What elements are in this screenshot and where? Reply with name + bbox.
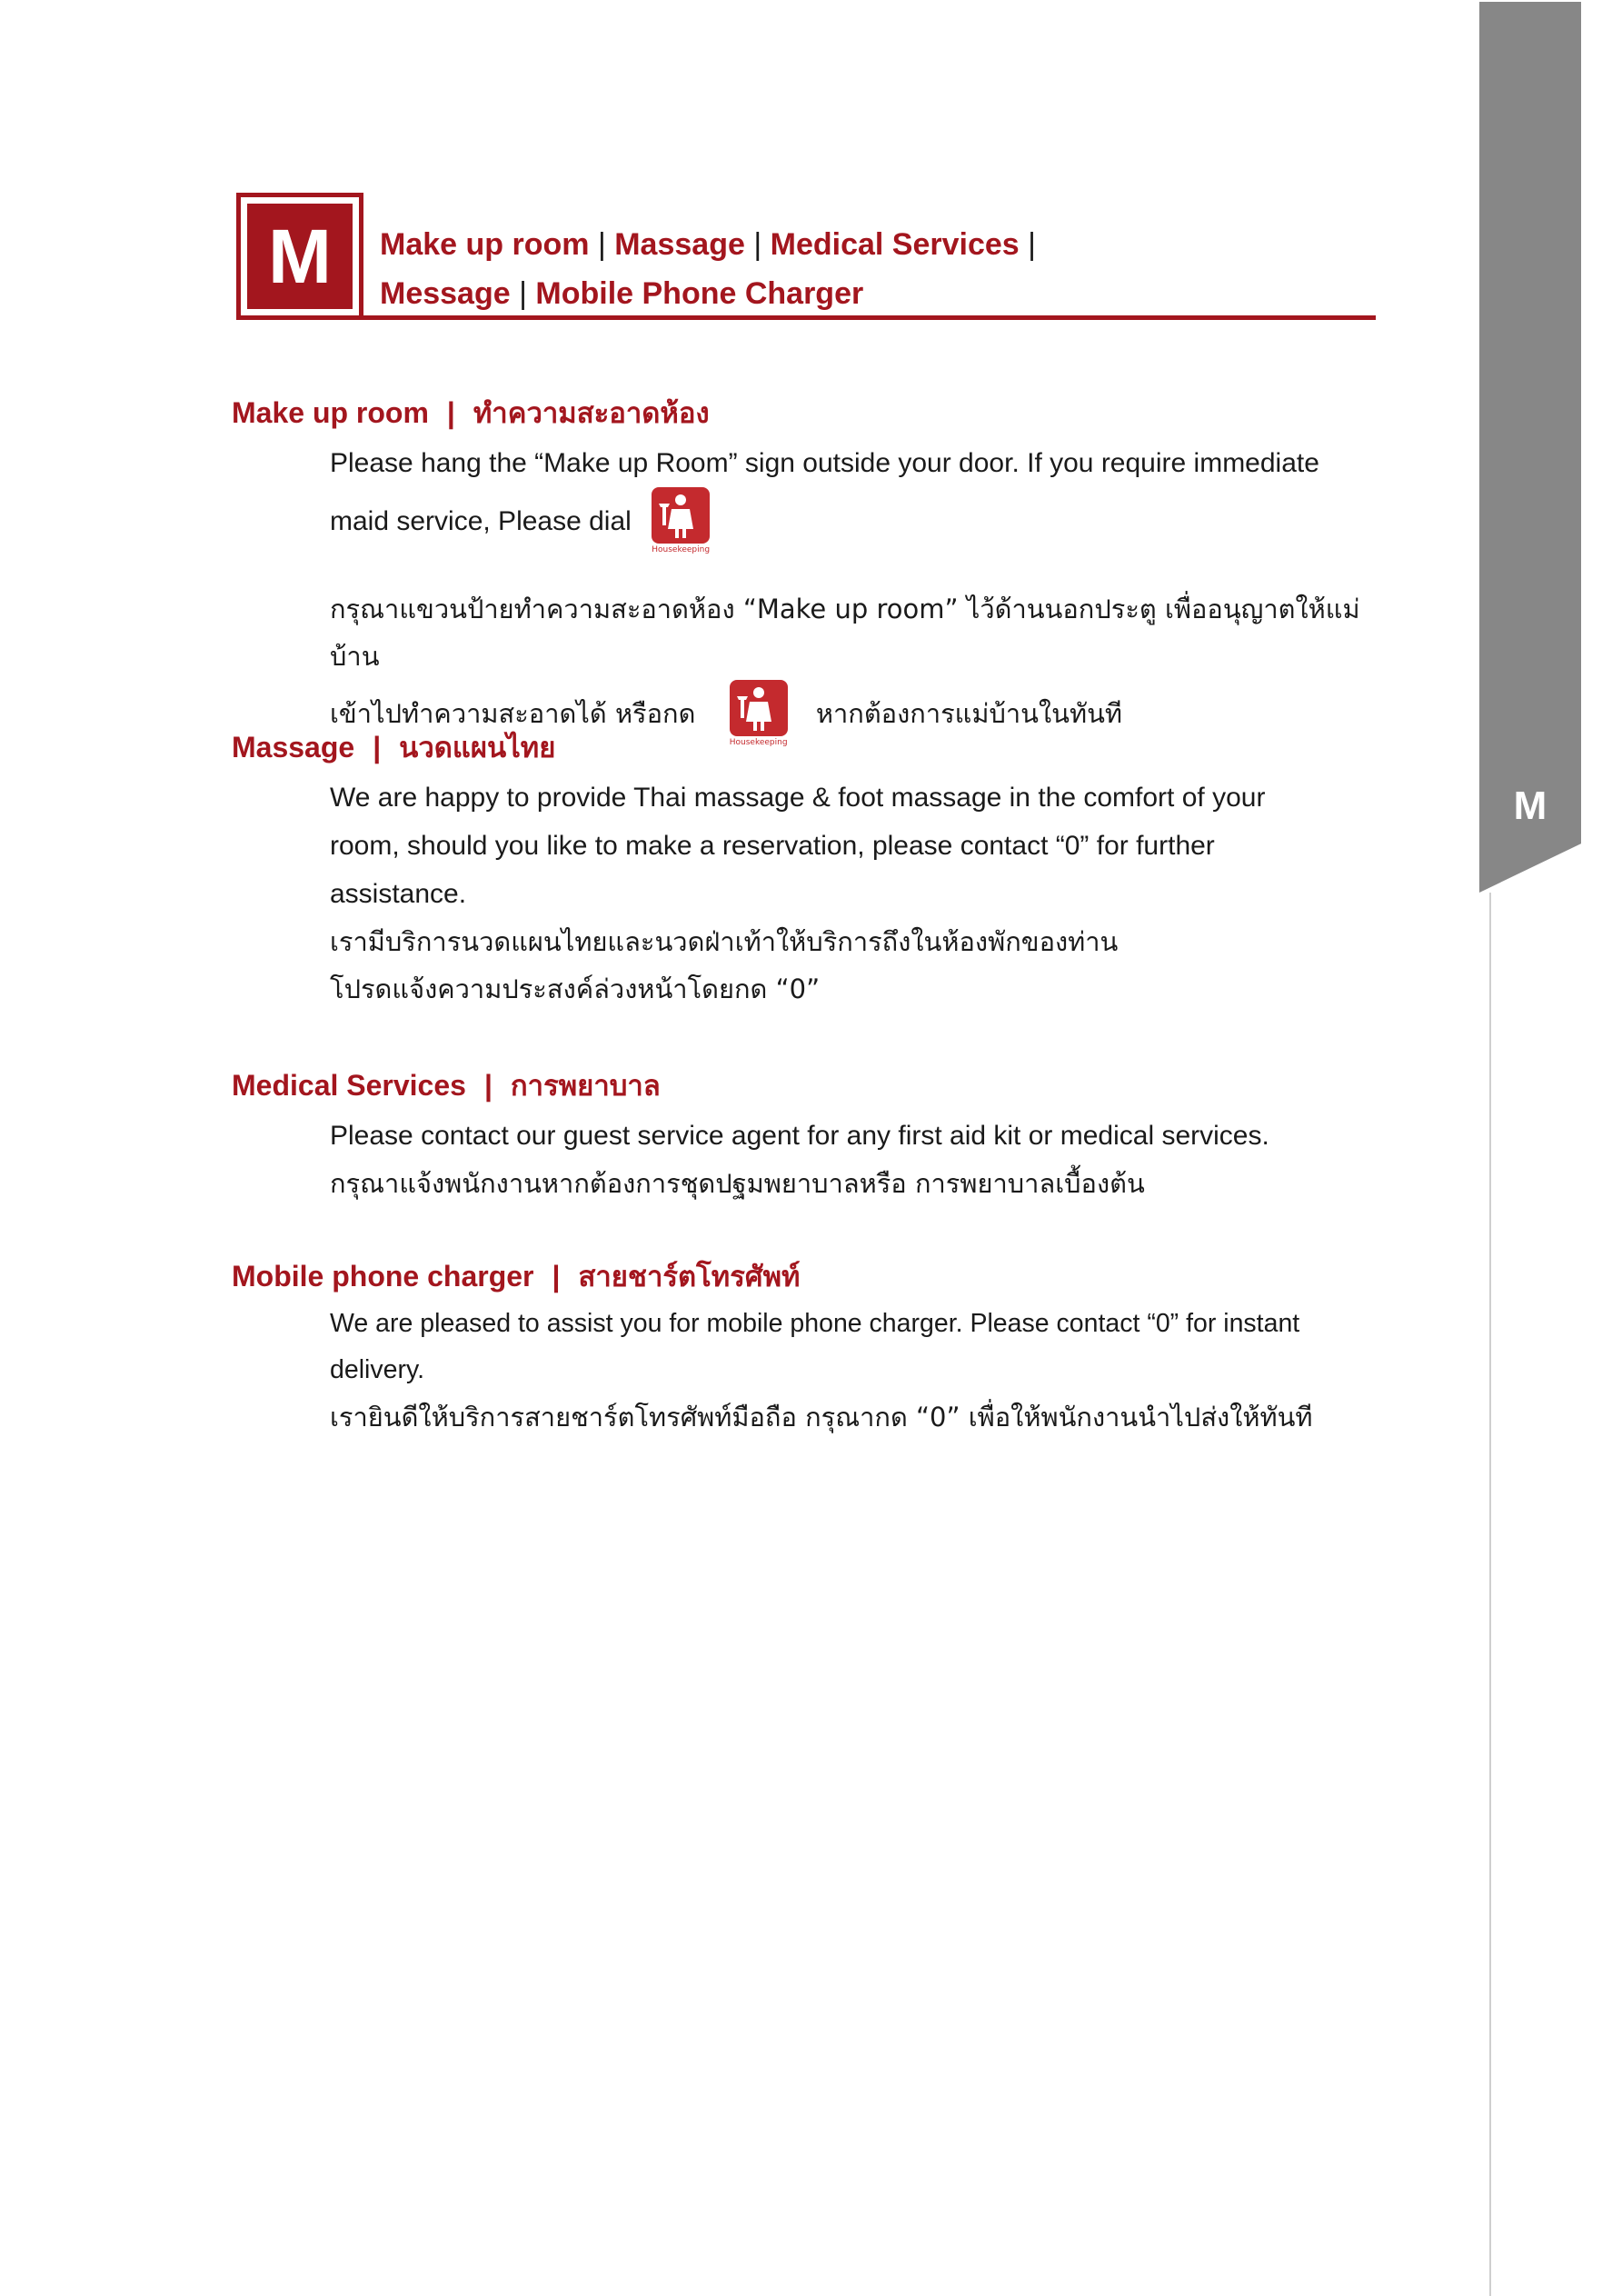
title-separator: | bbox=[597, 227, 606, 262]
section-title bbox=[232, 391, 1413, 435]
body-text: เข้าไปทำความสะอาดได้ หรือกด bbox=[330, 698, 696, 729]
title-item-massage: Massage bbox=[614, 227, 745, 262]
section-body-en bbox=[330, 774, 1402, 918]
body-line: assistance. bbox=[330, 879, 467, 909]
title-separator: | bbox=[753, 227, 762, 262]
page-title bbox=[380, 220, 1379, 318]
section-title-th: นวดแผนไทย bbox=[399, 732, 556, 764]
section-title-en: Massage bbox=[232, 731, 355, 764]
section-medical-services bbox=[232, 1063, 1413, 1207]
section-body-th bbox=[330, 918, 1402, 1013]
housekeeping-icon-label: Housekeeping bbox=[729, 738, 788, 747]
title-item-medical-services: Medical Services bbox=[770, 227, 1020, 262]
section-body-th bbox=[330, 1393, 1402, 1441]
section-title-separator: | bbox=[373, 731, 382, 764]
section-title bbox=[232, 1254, 1413, 1299]
section-title-th: ทำความสะอาดห้อง bbox=[473, 397, 710, 430]
section-mobile-phone-charger bbox=[232, 1254, 1413, 1441]
section-title-th: การพยาบาล bbox=[510, 1070, 661, 1103]
title-item-make-up-room: Make up room bbox=[380, 227, 590, 262]
body-line: กรุณาแขวนป้ายทำความสะอาดห้อง “Make up room” ไว้ด้านนอกประตู เพื่ออนุญาตให้แม่บ้าน bbox=[330, 594, 1360, 672]
section-body-th bbox=[330, 1160, 1402, 1207]
side-tab bbox=[1479, 2, 1581, 893]
body-line: Please hang the “Make up Room” sign outside your door. If you require immediate bbox=[330, 448, 1319, 478]
section-title-en: Medical Services bbox=[232, 1069, 466, 1102]
body-line: เรามีบริการนวดแผนไทยและนวดฝ่าเท้าให้บริการถึงในห้องพักของท่าน bbox=[330, 926, 1119, 957]
title-item-message: Message bbox=[380, 276, 511, 311]
section-title-en: Make up room bbox=[232, 396, 429, 429]
body-line: กรุณาแจ้งพนักงานหากต้องการชุดปฐมพยาบาลหรือ การพยาบาลเบื้องต้น bbox=[330, 1168, 1145, 1199]
body-line: We are happy to provide Thai massage & foot massage in the comfort of your bbox=[330, 783, 1266, 813]
section-body-en bbox=[330, 1301, 1402, 1393]
side-divider bbox=[1489, 893, 1491, 2296]
page-title-line-2 bbox=[380, 269, 1379, 318]
header-badge-letter: M bbox=[247, 204, 353, 309]
section-title-separator: | bbox=[483, 1069, 493, 1102]
section-body-en bbox=[330, 439, 1402, 558]
page-title-line-1 bbox=[380, 220, 1379, 269]
side-tab-letter: M bbox=[1513, 784, 1547, 828]
housekeeping-icon-label: Housekeeping bbox=[652, 545, 711, 554]
section-title bbox=[232, 1063, 1413, 1108]
body-line: delivery. bbox=[330, 1355, 425, 1384]
title-separator: | bbox=[1028, 227, 1036, 262]
title-separator: | bbox=[519, 276, 527, 311]
section-title-separator: | bbox=[552, 1260, 561, 1293]
body-line: We are pleased to assist you for mobile phone charger. Please contact “0” for instant bbox=[330, 1309, 1300, 1338]
title-item-mobile-phone-charger: Mobile Phone Charger bbox=[535, 276, 864, 311]
body-line bbox=[330, 487, 1402, 558]
body-line: เรายินดีให้บริการสายชาร์ตโทรศัพท์มือถือ กรุณากด “0” เพื่อให้พนักงานนำไปส่งให้ทันที bbox=[330, 1402, 1313, 1433]
section-title-en: Mobile phone charger bbox=[232, 1260, 534, 1293]
body-line: room, should you like to make a reservation, please contact “0” for further bbox=[330, 831, 1215, 861]
header-underline bbox=[362, 315, 1376, 320]
housekeeping-icon[interactable] bbox=[652, 487, 710, 558]
section-make-up-room bbox=[232, 391, 1413, 751]
header-badge bbox=[236, 193, 363, 320]
section-title bbox=[232, 725, 1413, 770]
body-line: โปรดแจ้งความประสงค์ล่วงหน้าโดยกด “0” bbox=[330, 973, 821, 1004]
section-massage bbox=[232, 725, 1413, 1013]
section-title-separator: | bbox=[446, 396, 455, 429]
body-line: Please contact our guest service agent for any first aid kit or medical services. bbox=[330, 1121, 1269, 1151]
section-body-en bbox=[330, 1112, 1402, 1160]
body-text: maid service, Please dial bbox=[330, 505, 632, 536]
body-text: หากต้องการแม่บ้านในทันที bbox=[815, 698, 1123, 729]
section-title-th: สายชาร์ตโทรศัพท์ bbox=[578, 1261, 801, 1293]
